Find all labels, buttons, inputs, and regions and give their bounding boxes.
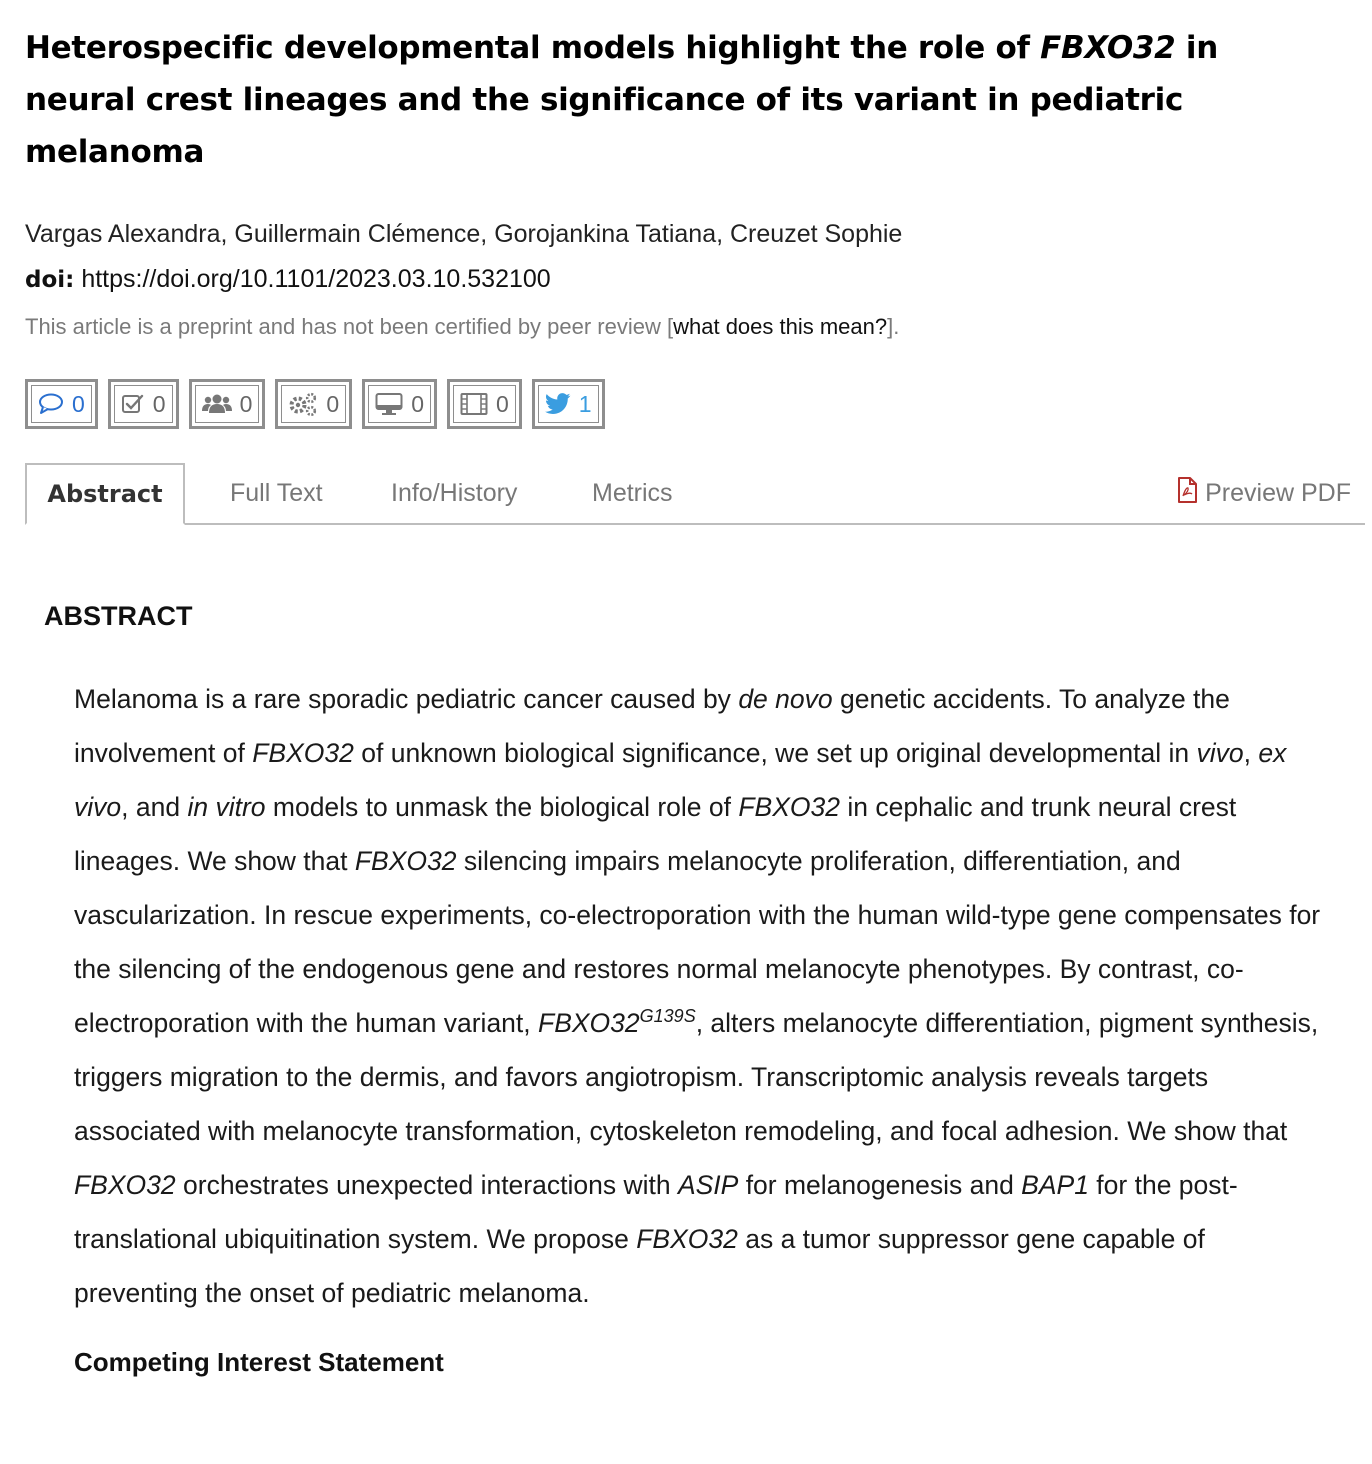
competing-interest-heading: Competing Interest Statement (74, 1346, 444, 1377)
blogs-media-badge[interactable] (362, 379, 437, 429)
author-list: Vargas Alexandra, Guillermain Clémence, Gorojankina Tatiana, Creuzet Sophie (25, 220, 903, 248)
doi-line (25, 261, 1365, 298)
what-does-this-mean-link[interactable]: what does this mean? (673, 314, 888, 339)
twitter-badge[interactable] (532, 379, 605, 429)
gears-icon (288, 392, 318, 416)
tab-metrics[interactable]: Metrics (592, 478, 673, 507)
comments-count: 0 (72, 390, 85, 417)
automated-services-badge[interactable] (275, 379, 352, 429)
title-text: Heterospecific developmental models highlight the role of (25, 30, 1041, 66)
comments-badge[interactable] (25, 379, 98, 429)
automated-services-count: 0 (326, 390, 340, 417)
preprint-notice (25, 311, 1365, 343)
doi-label: doi: (25, 267, 75, 293)
doi-link[interactable]: https://doi.org/10.1101/2023.03.10.532100 (81, 265, 551, 293)
preview-pdf-label: Preview PDF (1205, 478, 1351, 507)
title-text-end: in neural crest lineages and the significance of its variant in pediatric melanoma (25, 30, 1219, 170)
abstract-text: Melanoma is a rare sporadic pediatric cancer caused by de novo genetic accidents. To analyze the involvement of FBXO32 of unknown biological significance, we set up original developmental in vivo, ex vivo, and in vitro models to unmask the biological role of FBXO32 in cephalic and trunk neural crest lineages. We show that FBXO32 silencing impairs melanocyte proliferation, differentiation, and vascularization. In rescue experiments, co-electroporation with the human wild-type gene compensates for the silencing of the endogenous gene and restores normal melanocyte phenotypes. By contrast, co-electroporation with the human variant, $FBXO32^{G139S}$, alters melanocyte differentiation, pigment synthesis, triggers migration to the dermis, and favors angiotropism. Transcriptomic analysis reveals targets associated with melanocyte transformation, cytoskeleton remodeling, and focal adhesion. We show that FBXO32 orchestrates unexpected interactions with ASIP for melanogenesis and BAP1 for the post-translational ubiquitination system. We propose FBXO32 as a tumor suppressor gene capable of preventing the onset of pediatric melanoma. (74, 684, 1321, 1308)
preprint-note-close: ]. (887, 314, 900, 339)
blogs-media-count: 0 (411, 390, 424, 417)
videos-count: 0 (495, 390, 509, 417)
twitter-icon (545, 393, 571, 415)
film-icon (460, 392, 488, 416)
article-page (25, 0, 1365, 1378)
tab-info-history[interactable]: Info/History (391, 478, 518, 507)
article-tabs (25, 463, 1365, 525)
article-badges (25, 379, 1365, 429)
tab-full-text[interactable]: Full Text (230, 478, 323, 507)
abstract-heading: ABSTRACT (44, 601, 193, 631)
community-count: 0 (239, 390, 253, 417)
reviews-count: 0 (152, 390, 166, 417)
monitor-icon (375, 392, 403, 416)
users-icon (202, 392, 232, 416)
reviews-badge[interactable] (108, 379, 179, 429)
tab-abstract[interactable]: Abstract (25, 463, 185, 525)
article-title (25, 22, 1325, 178)
preview-pdf-link[interactable] (1177, 463, 1351, 523)
twitter-count: 1 (578, 390, 592, 417)
comment-icon (38, 392, 64, 416)
videos-badge[interactable] (447, 379, 522, 429)
pdf-file-icon (1177, 477, 1197, 510)
preprint-note-text: This article is a preprint and has not been certified by peer review [ (25, 314, 674, 339)
community-badge[interactable] (189, 379, 266, 429)
variant-superscript: G139S (639, 1006, 696, 1027)
title-gene-name: FBXO32 (1040, 30, 1176, 66)
checkbox-icon (121, 392, 145, 416)
